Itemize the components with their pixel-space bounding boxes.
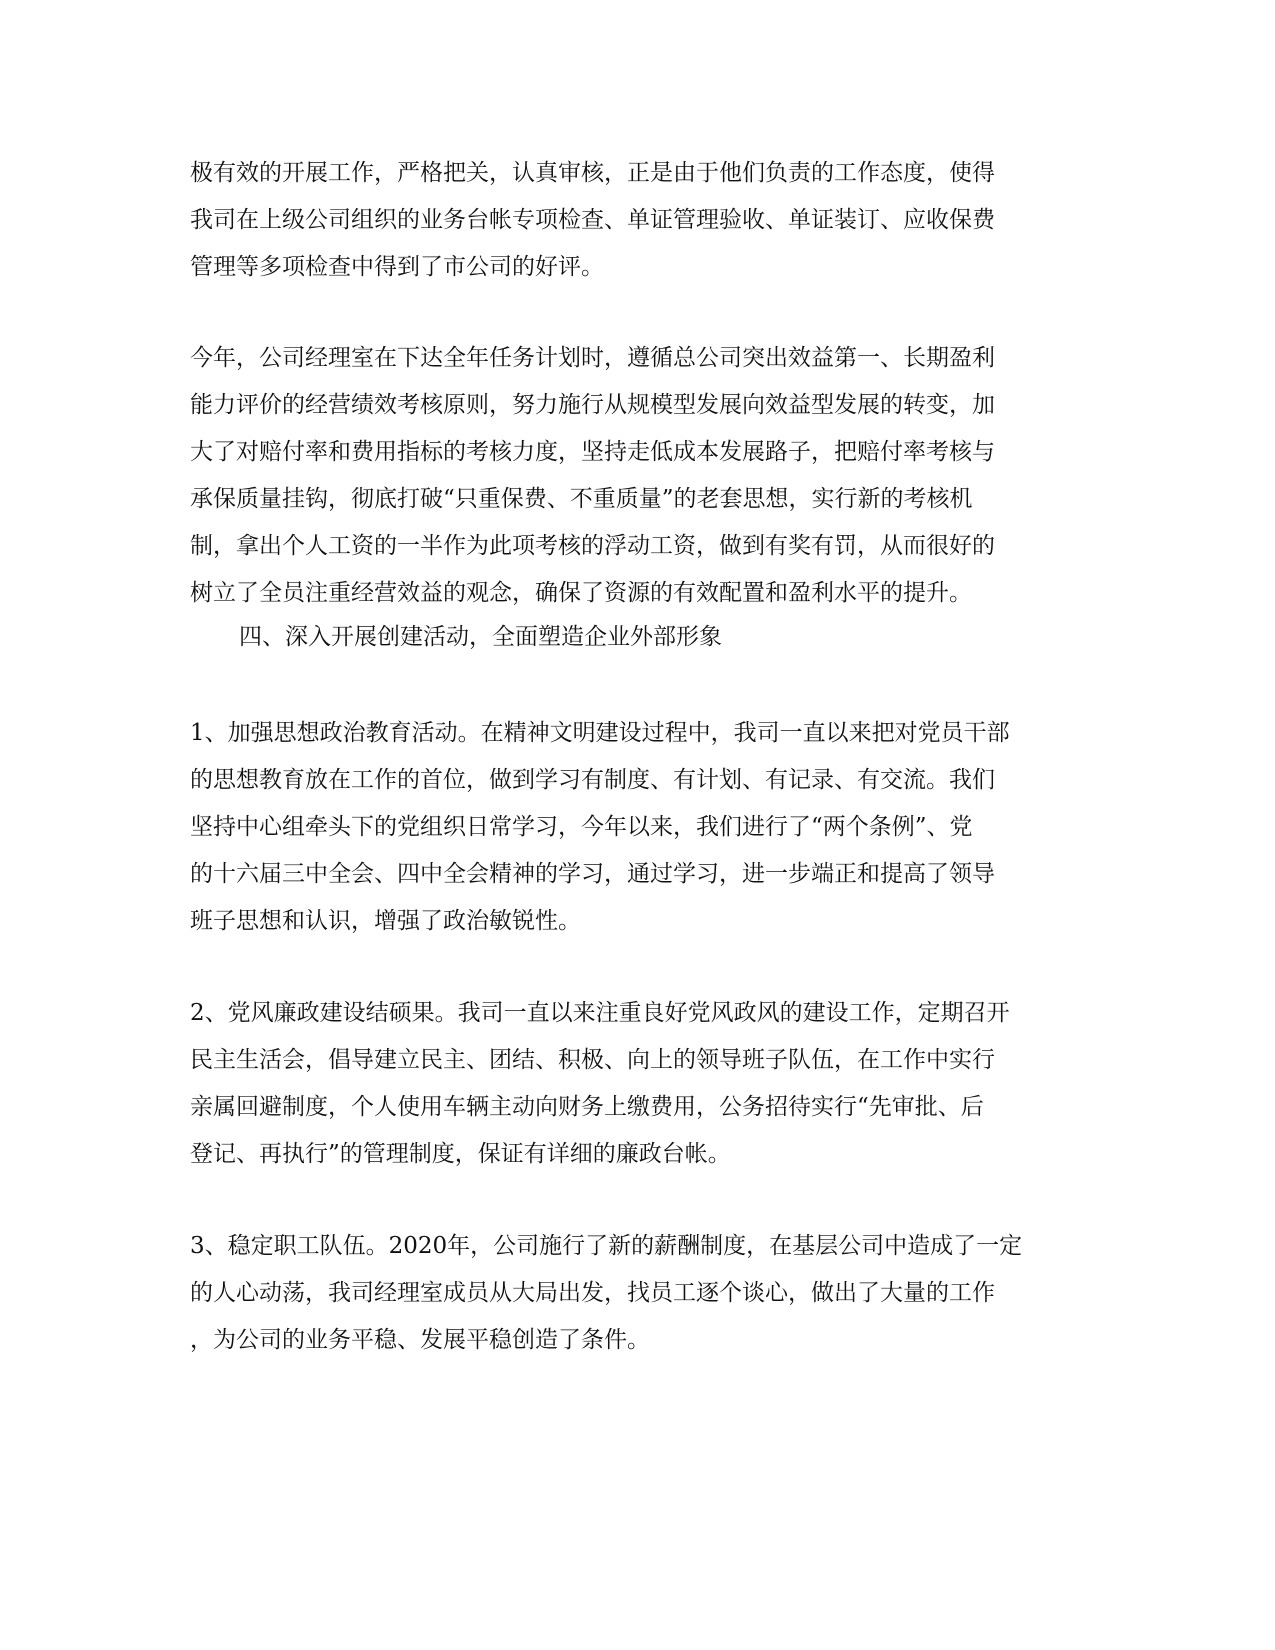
- paragraph-2-line-4: 承保质量挂钩，彻底打破“只重保费、不重质量”的老套思想，实行新的考核机: [190, 486, 973, 512]
- paragraph-3-line-4: 的十六届三中全会、四中全会精神的学习，通过学习，进一步端正和提高了领导: [190, 861, 995, 887]
- paragraph-3-line-5: 班子思想和认识，增强了政治敏锐性。: [190, 908, 581, 934]
- paragraph-2-line-3: 大了对赔付率和费用指标的考核力度，坚持走低成本发展路子，把赔付率考核与: [190, 439, 995, 465]
- paragraph-1-line-2: 我司在上级公司组织的业务台帐专项检查、单证管理验收、单证装订、应收保费: [190, 207, 995, 233]
- paragraph-4-line-4: 登记、再执行”的管理制度，保证有详细的廉政台帐。: [190, 1141, 731, 1167]
- paragraph-1-line-1: 极有效的开展工作，严格把关，认真审核，正是由于他们负责的工作态度，使得: [190, 160, 995, 186]
- paragraph-3-line-3: 坚持中心组牵头下的党组织日常学习，今年以来，我们进行了“两个条例”、党: [190, 814, 973, 840]
- paragraph-4-line-2: 民主生活会，倡导建立民主、团结、积极、向上的领导班子队伍，在工作中实行: [190, 1047, 995, 1073]
- paragraph-3-line-2: 的思想教育放在工作的首位，做到学习有制度、有计划、有记录、有交流。我们: [190, 767, 995, 793]
- paragraph-4-line-1: 2、党风廉政建设结硕果。我司一直以来注重良好党风政风的建设工作，定期召开: [190, 1000, 1010, 1026]
- paragraph-2-line-1: 今年，公司经理室在下达全年任务计划时，遵循总公司突出效益第一、长期盈利: [190, 345, 995, 371]
- paragraph-5-line-3: ，为公司的业务平稳、发展平稳创造了条件。: [190, 1327, 650, 1353]
- paragraph-2-line-5: 制，拿出个人工资的一半作为此项考核的浮动工资，做到有奖有罚，从而很好的: [190, 533, 995, 559]
- paragraph-5-line-1: 3、稳定职工队伍。2020年，公司施行了新的薪酬制度，在基层公司中造成了一定: [190, 1233, 1023, 1259]
- paragraph-2-line-6: 树立了全员注重经营效益的观念，确保了资源的有效配置和盈利水平的提升。: [190, 580, 972, 606]
- paragraph-1-line-3: 管理等多项检查中得到了市公司的好评。: [190, 254, 604, 280]
- paragraph-5-line-2: 的人心动荡，我司经理室成员从大局出发，找员工逐个谈心，做出了大量的工作: [190, 1280, 995, 1306]
- paragraph-4-line-3: 亲属回避制度，个人使用车辆主动向财务上缴费用，公务招待实行“先审批、后: [190, 1094, 984, 1120]
- paragraph-3-line-1: 1、加强思想政治教育活动。在精神文明建设过程中，我司一直以来把对党员干部: [190, 720, 1010, 746]
- paragraph-2-line-2: 能力评价的经营绩效考核原则，努力施行从规模型发展向效益型发展的转变，加: [190, 392, 995, 418]
- section-heading: 四、深入开展创建活动，全面塑造企业外部形象: [239, 624, 722, 650]
